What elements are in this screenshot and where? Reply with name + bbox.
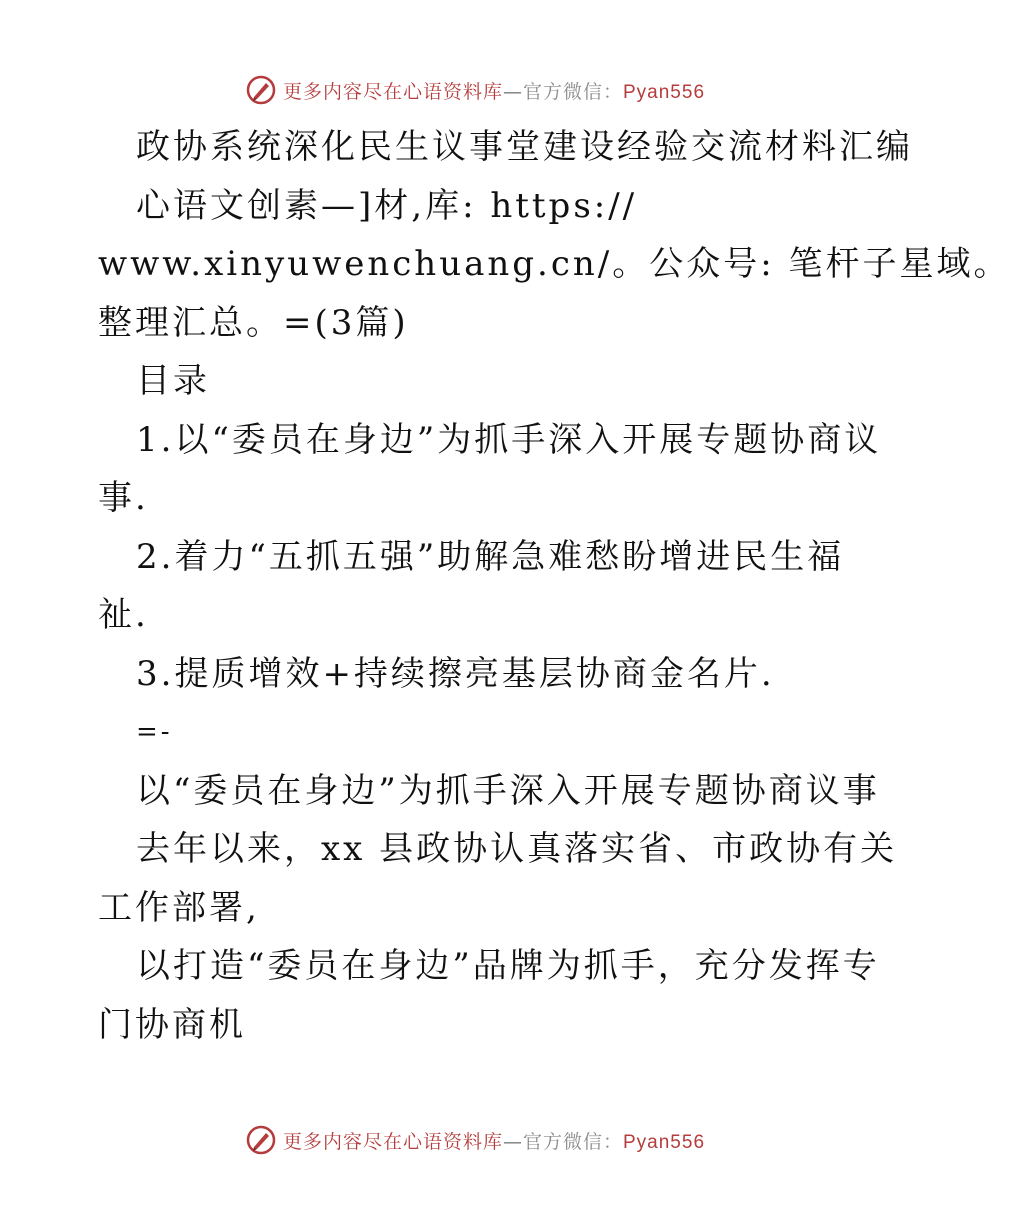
toc-item-1-cont: 事. — [98, 478, 149, 518]
pen-logo-icon — [245, 74, 277, 106]
banner-dash: — — [502, 80, 523, 103]
paragraph-line: 门协商机 — [98, 1004, 246, 1045]
pen-logo-icon — [245, 1124, 277, 1156]
section-marker: =- — [136, 717, 173, 747]
toc-item-3: 3.提质增效+持续擦亮基层协商金名片. — [136, 653, 775, 694]
paragraph-line: 去年以来，xx 县政协认真落实省、市政协有关 — [136, 829, 898, 869]
banner-text — [283, 77, 705, 104]
banner-sub: 官方微信： — [522, 80, 623, 103]
section-title: 以“委员在身边”为抓手深入开展专题协商议事 — [136, 770, 880, 811]
doc-summary: 整理汇总。=(3篇) — [98, 302, 409, 343]
banner-main: 更多内容尽在心语资料库 — [282, 80, 503, 103]
paragraph-line: 以打造“委员在身边”品牌为抓手，充分发挥专 — [136, 946, 880, 986]
document-body — [98, 118, 1011, 1054]
toc-heading: 目录 — [136, 361, 210, 401]
paragraph-line: 工作部署, — [98, 887, 260, 928]
toc-item-1: 1.以“委员在身边”为抓手深入开展专题协商议 — [136, 419, 882, 460]
footer-banner — [0, 1120, 950, 1160]
doc-title: 政协系统深化民生议事堂建设经验交流材料汇编 — [136, 127, 913, 167]
banner-text — [283, 1127, 705, 1154]
banner-dash: — — [502, 1130, 523, 1153]
banner-sub: 官方微信： — [522, 1130, 623, 1153]
doc-source-url: www.xinyuwenchuang.cn/。公众号: 笔杆子星域。 — [98, 244, 1011, 284]
doc-source-line: 心语文创素—]材,库: https:// — [136, 185, 638, 226]
toc-item-2-cont: 祉. — [98, 595, 149, 635]
banner-wechat-id: Pyan556 — [623, 81, 706, 103]
toc-item-2: 2.着力“五抓五强”助解急难愁盼增进民生福 — [136, 536, 845, 577]
header-banner — [0, 70, 950, 110]
banner-wechat-id: Pyan556 — [623, 1131, 706, 1153]
banner-main: 更多内容尽在心语资料库 — [282, 1130, 503, 1153]
